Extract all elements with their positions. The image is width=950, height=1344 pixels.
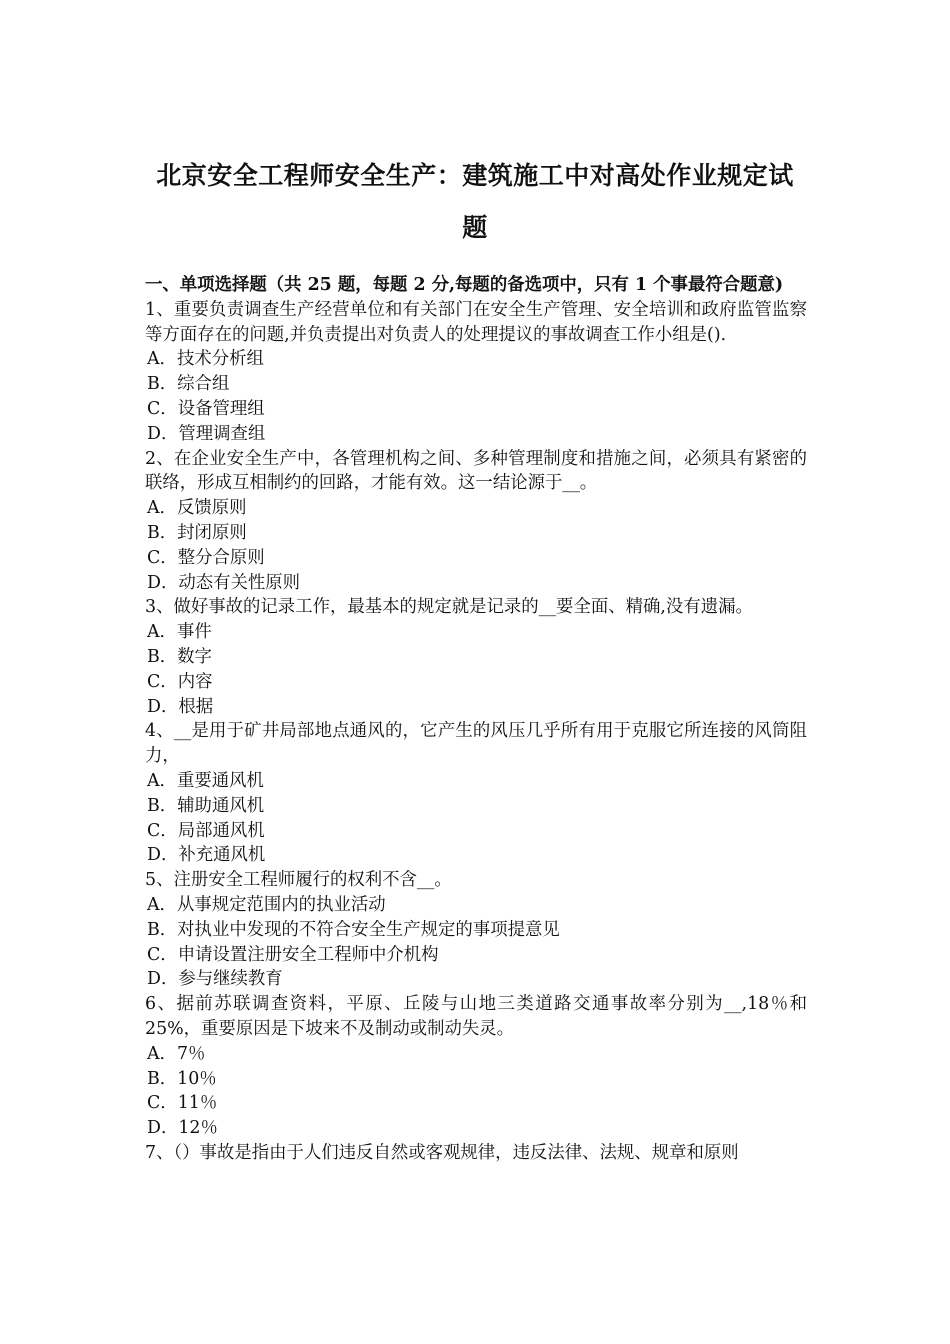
question-block <box>145 447 807 596</box>
option-d: D．补充通风机 <box>147 845 266 866</box>
question-block <box>145 719 807 868</box>
option-b: B．辅助通风机 <box>147 795 265 816</box>
option-d: D．管理调查组 <box>147 423 266 444</box>
option-a: A．从事规定范围内的执业活动 <box>147 894 386 915</box>
option-d: D．根据 <box>147 696 214 717</box>
option-c: C．局部通风机 <box>147 820 265 841</box>
question-block <box>145 1141 807 1166</box>
question-text: 4、__是用于矿井局部地点通风的，它产生的风压几乎所有用于克服它所连接的风筒阻力， <box>145 721 807 767</box>
question-block <box>145 298 807 447</box>
option-d: D．动态有关性原则 <box>147 572 301 593</box>
question-text: 3、做好事故的记录工作，最基本的规定就是记录的__要全面、精确,没有遗漏。 <box>145 597 753 618</box>
question-text: 1、重要负责调查生产经营单位和有关部门在安全生产管理、安全培训和政府监管监察等方面存在的问题,并负责提出对负责人的处理提议的事故调查工作小组是()． <box>145 299 807 345</box>
question-block <box>145 868 807 992</box>
option-d: D．参与继续教育 <box>147 969 283 990</box>
option-b: B．对执业中发现的不符合安全生产规定的事项提意见 <box>147 919 560 940</box>
option-a: A．7％ <box>147 1043 206 1064</box>
question-block <box>145 992 807 1141</box>
question-text: 2、在企业安全生产中，各管理机构之间、多种管理制度和措施之间，必须具有紧密的联络，形成互相制约的回路，才能有效。这一结论源于__。 <box>145 448 807 494</box>
option-a: A．事件 <box>147 622 212 643</box>
question-text: 6、据前苏联调查资料，平原、丘陵与山地三类道路交通事故率分别为__,18％和 25%，重要原因是下坡来不及制动或制动失灵。 <box>145 994 807 1039</box>
question-text: 5、注册安全工程师履行的权利不含__。 <box>145 870 452 891</box>
question-block <box>145 595 807 719</box>
option-a: A．重要通风机 <box>147 770 264 791</box>
option-b: B．综合组 <box>147 374 230 395</box>
option-a: A．技术分析组 <box>147 349 264 370</box>
option-c: C．申请设置注册安全工程师中介机构 <box>147 944 439 965</box>
option-b: B．10％ <box>147 1068 217 1089</box>
option-c: C．内容 <box>147 671 213 692</box>
option-b: B．封闭原则 <box>147 522 247 543</box>
page-title: 北京安全工程师安全生产：建筑施工中对高处作业规定试题 <box>156 161 794 242</box>
option-d: D．12％ <box>147 1118 218 1139</box>
option-c: C．整分合原则 <box>147 547 265 568</box>
section-heading: 一、单项选择题（共 25 题，每题 2 分,每题的备选项中，只有 1 个事最符合题意) <box>145 275 784 295</box>
option-c: C．设备管理组 <box>147 398 265 419</box>
option-a: A．反馈原则 <box>147 498 247 519</box>
document-body <box>145 273 807 1166</box>
question-text: 7、（）事故是指由于人们违反自然或客观规律，违反法律、法规、规章和原则 <box>145 1142 739 1163</box>
option-c: C．11％ <box>147 1093 218 1114</box>
option-b: B．数字 <box>147 646 212 667</box>
